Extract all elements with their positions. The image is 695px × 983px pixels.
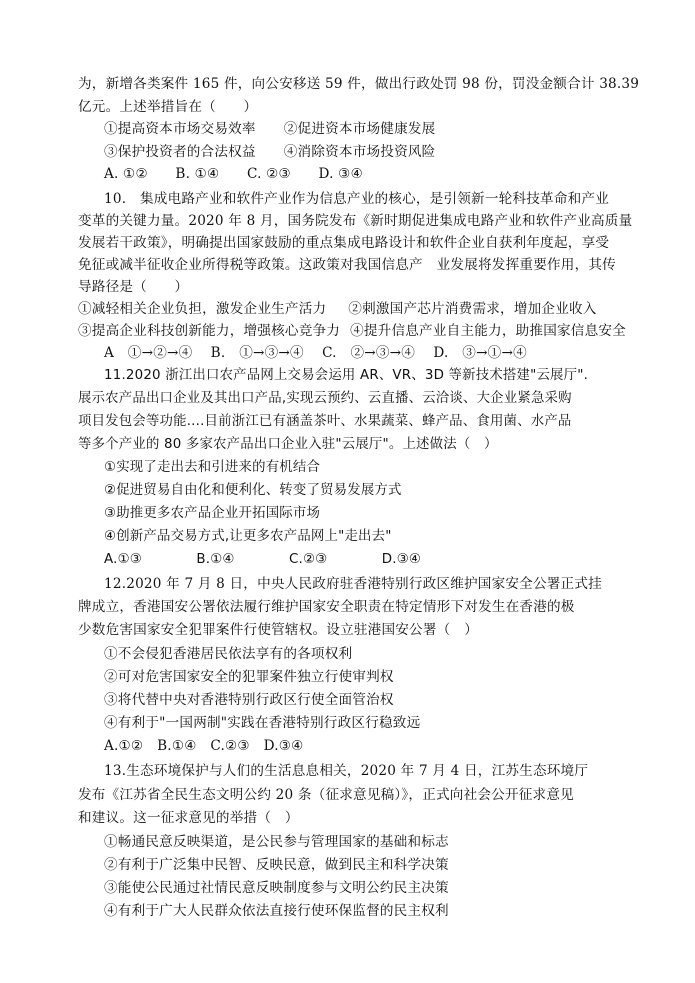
q9-stem-line-1: 为，新增各类案件 165 件，向公安移送 59 件，做出行政处罚 98 份，罚没金额合计 38.39 (78, 76, 640, 92)
q10-option-1: ①减轻相关企业负担，激发企业生产活力 (78, 301, 327, 317)
q10-answer-choices: A ①→②→④ B. ①→③→④ C. ②→③→④ D. ③→①→④ (104, 345, 527, 361)
q11-stem-line-4: 等多个产业的 80 多家农产品出口企业入驻"云展厅"。上述做法（ ） (78, 437, 498, 452)
q10-options-row-1 (78, 299, 597, 319)
q9-options-row-2 (104, 142, 435, 162)
q13-option-2: ②有利于广泛集中民智、反映民意，做到民主和科学决策 (104, 857, 449, 873)
q13-option-3: ③能使公民通过社情民意反映制度参与文明公约民主决策 (104, 880, 449, 896)
q12-answer-choices: A.①② B.①④ C.②③ D.③④ (104, 738, 304, 754)
q11-option-3: ③助推更多农产品企业开拓国际市场 (104, 506, 321, 521)
q9-option-3: ③保护投资者的合法权益 (104, 144, 256, 160)
q12-stem-line-1: 12.2020 年 7 月 8 日，中央人民政府驻香港特别行政区维护国家安全公署正式挂 (104, 576, 602, 592)
q11-stem-line-2: 展示农产品出口企业及其出口产品,实现云预约、云直播、云洽谈、大企业紧急采购 (78, 391, 572, 406)
q13-option-1: ①畅通民意反映渠道，是公民参与管理国家的基础和标志 (104, 834, 449, 850)
q11-stem-line-3: 项目发包会等功能....目前浙江已有涵盖茶叶、水果蔬菜、蜂产品、食用菌、水产品 (78, 414, 572, 429)
q12-stem-line-2: 牌成立，香港国安公署依法履行维护国家安全职责在特定情形下对发生在香港的极 (78, 599, 575, 615)
q11-stem-line-1: 11.2020 浙江出口农产品网上交易会运用 AR、VR、3D 等新技术搭建"云展厅". (104, 368, 589, 383)
q9-option-2: ②促进资本市场健康发展 (283, 121, 436, 137)
q13-option-4: ④有利于广大人民群众依法直接行使环保监督的民主权利 (104, 903, 449, 919)
q10-stem-line-5: 导路径是（ ） (78, 279, 189, 295)
q10-stem-line-4: 免征或减半征收企业所得税等政策。这政策对我国信息产 业发展将发挥重要作用，其传 (78, 257, 616, 273)
q11-option-2: ②促进贸易自由化和便利化、转变了贸易发展方式 (104, 483, 402, 498)
q12-option-3: ③将代替中央对香港特别行政区行使全面管治权 (104, 692, 394, 708)
q9-stem-line-2: 亿元。上述举措旨在（ ） (78, 99, 258, 115)
q10-stem-line-3: 发展若干政策》，明确提出国家鼓励的重点集成电路设计和软件企业自获利年度起，享受 (78, 235, 610, 251)
q11-option-4: ④创新产品交易方式,让更多农产品网上"走出去" (104, 529, 392, 544)
q10-option-3: ③提高企业科技创新能力，增强核心竞争力 (78, 323, 341, 339)
q9-answer-choices: A. ①② B. ①④ C. ②③ D. ③④ (104, 166, 363, 182)
q10-stem-line-1: 10. 集成电路产业和软件产业作为信息产业的核心，是引领新一轮科技革命和产业 (104, 191, 609, 207)
q9-option-4: ④消除资本市场投资风险 (283, 144, 436, 160)
q12-option-1: ①不会侵犯香港居民依法享有的各项权利 (104, 646, 353, 662)
q9-options-row-1 (104, 119, 435, 139)
q11-answer-choices: A.①③ B.①④ C.②③ D.③④ (104, 552, 422, 567)
q12-stem-line-3: 少数危害国家安全犯罪案件行使管辖权。设立驻港国安公署（ ） (78, 622, 479, 638)
q10-stem-line-2: 变革的关键力量。2020 年 8 月，国务院发布《新时期促进集成电路产业和软件产业高质量 (78, 213, 633, 229)
q9-option-1: ①提高资本市场交易效率 (104, 121, 256, 137)
q10-options-row-2 (78, 321, 626, 341)
q10-option-2: ②刺激国产芯片消费需求，增加企业收入 (348, 301, 597, 317)
q13-stem-line-3: 和建议。这一征求意见的举措（ ） (78, 810, 299, 826)
q13-stem-line-2: 发布《江苏省全民生态文明公约 20 条（征求意见稿）》，正式向社会公开征求意见 (78, 787, 574, 803)
q12-option-4: ④有利于"一国两制"实践在香港特别行政区行稳致远 (104, 715, 421, 731)
q13-stem-line-1: 13.生态环境保护与人们的生活息息相关，2020 年 7 月 4 日，江苏生态环境厅 (104, 763, 589, 779)
q12-option-2: ②可对危害国家安全的犯罪案件独立行使审判权 (104, 669, 394, 685)
q11-option-1: ①实现了走出去和引进来的有机结合 (104, 460, 321, 475)
q10-option-4: ④提升信息产业自主能力，助推国家信息安全 (350, 323, 626, 339)
